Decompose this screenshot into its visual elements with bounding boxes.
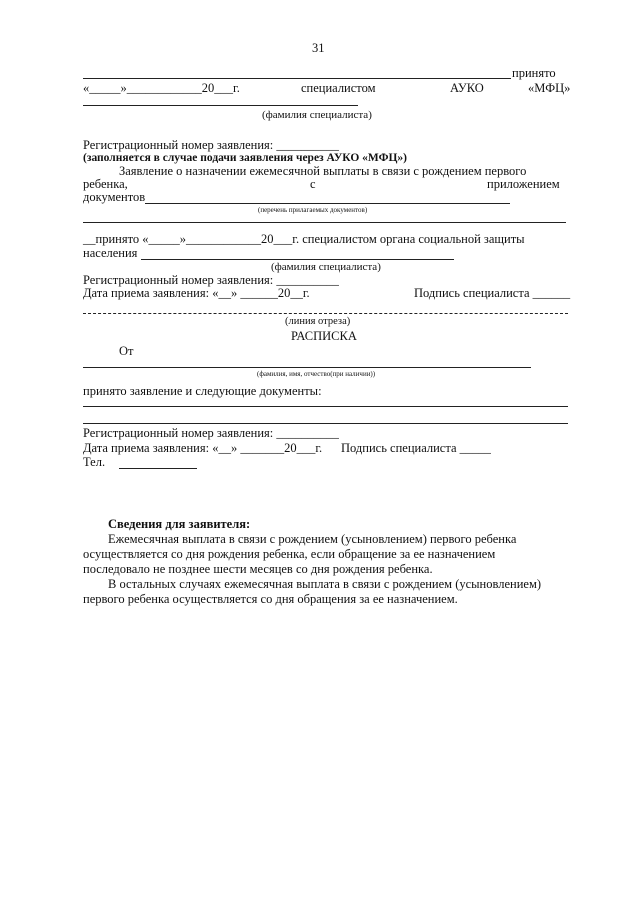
info-heading: Сведения для заявителя: xyxy=(108,517,251,531)
statement-line2b: с xyxy=(310,177,316,191)
info-p1-line3: последовало не позднее шести месяцев со дня рождения ребенка. xyxy=(83,562,433,576)
date-line: «_____»____________20___г. xyxy=(83,81,240,95)
surname-caption: (фамилия специалиста) xyxy=(262,109,372,121)
accepted-social-line: __принято «_____»____________20___г. специалистом органа социальной защиты xyxy=(83,232,525,246)
statement-line2a: ребенка, xyxy=(83,177,128,191)
accepted-label: принято xyxy=(512,66,556,80)
name-caption: (фамилия, имя, отчество(при наличии)) xyxy=(257,370,376,378)
info-p1-line2: осуществляется со дня рождения ребенка, если обращение за ее назначением xyxy=(83,547,496,561)
date-received-social: Дата приема заявления: «__» ______20__г. xyxy=(83,286,310,300)
page-number: 31 xyxy=(312,41,325,55)
mfc-label: «МФЦ» xyxy=(528,81,571,95)
surname-caption-social: (фамилия специалиста) xyxy=(271,261,381,273)
info-p2-line1: В остальных случаях ежемесячная выплата в связи с рождением (усыновлением) xyxy=(108,577,542,591)
reg-number-social: Регистрационный номер заявления: __________ xyxy=(83,273,339,287)
surname-underline xyxy=(83,105,358,106)
cut-line-caption: (линия отреза) xyxy=(285,316,351,327)
receipt-title: РАСПИСКА xyxy=(291,329,357,343)
reg-number-receipt: Регистрационный номер заявления: __________ xyxy=(83,426,339,440)
population-label: населения xyxy=(83,246,138,260)
date-received-receipt: Дата приема заявления: «__» _______20___г. xyxy=(83,441,323,455)
phone-label: Тел. xyxy=(83,455,106,469)
accepted-underline xyxy=(83,78,511,79)
from-label: От xyxy=(119,344,134,358)
statement-line2c: приложением xyxy=(487,177,560,191)
docs-underline-2 xyxy=(83,423,568,424)
documents-underline xyxy=(145,203,510,204)
docs-caption: (перечень прилагаемых документов) xyxy=(258,206,368,214)
accepted-docs-label: принято заявление и следующие документы: xyxy=(83,384,322,398)
statement-line1: Заявление о назначении ежемесячной выплаты в связи с рождением первого xyxy=(119,164,527,178)
info-p1-line1: Ежемесячная выплата в связи с рождением (усыновлением) первого ребенка xyxy=(108,532,517,546)
reg-number-mfc: Регистрационный номер заявления: __________ xyxy=(83,138,339,152)
signature-receipt: Подпись специалиста _____ xyxy=(341,441,491,455)
info-p2-line2: первого ребенка осуществляется со дня обращения за ее назначением. xyxy=(83,592,458,606)
specialist-label: специалистом xyxy=(301,81,376,95)
documents-underline-2 xyxy=(83,222,566,223)
phone-underline xyxy=(119,468,197,469)
name-underline xyxy=(83,367,531,368)
statement-line3: документов xyxy=(83,190,146,204)
auko-label: АУКО xyxy=(450,81,484,95)
cut-line xyxy=(83,313,568,314)
fill-note: (заполняется в случае подачи заявления через АУКО «МФЦ») xyxy=(83,152,408,164)
signature-social: Подпись специалиста ______ xyxy=(414,286,571,300)
docs-underline-1 xyxy=(83,406,568,407)
